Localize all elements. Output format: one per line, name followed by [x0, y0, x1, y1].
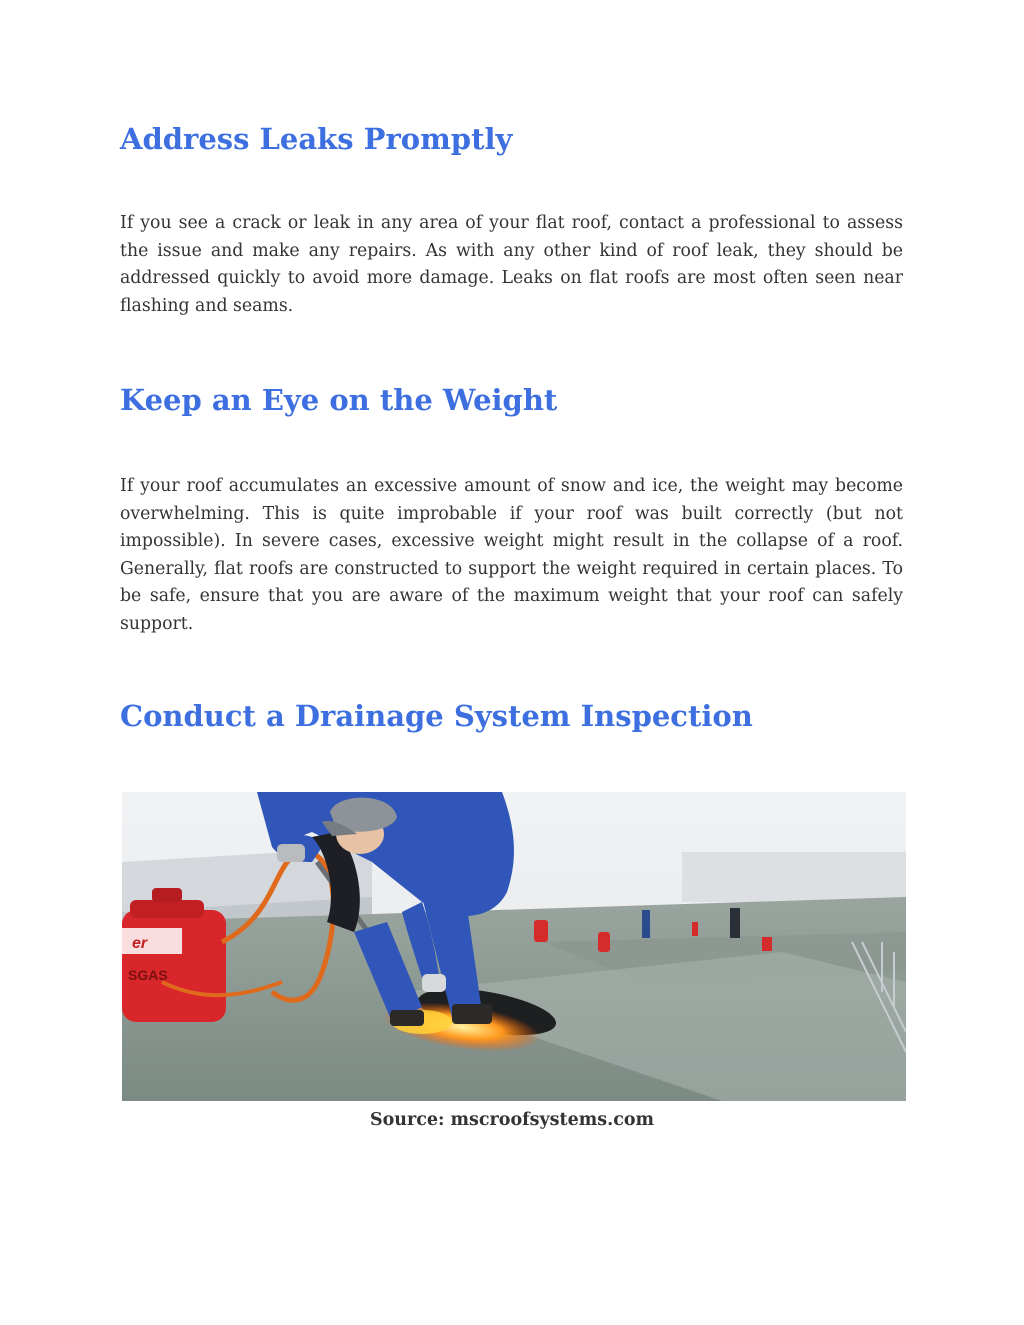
- cylinder-label-1: er: [132, 935, 148, 952]
- heading-weight: Keep an Eye on the Weight: [120, 383, 558, 417]
- heading-drainage-inspection: Conduct a Drainage System Inspection: [120, 699, 753, 733]
- roofer-photo: [122, 792, 906, 1101]
- cylinder-label-2: SGAS: [128, 967, 168, 983]
- heading-address-leaks: Address Leaks Promptly: [120, 122, 513, 156]
- photo-caption: Source: mscroofsystems.com: [369, 1110, 655, 1130]
- paragraph-weight: If your roof accumulates an excessive amount of snow and ice, the weight may become overwhelming. This is quite improbable if your roof was built correctly (but not impossible). In severe cases, excessive weight might result in the collapse of a roof. Generally, flat roofs are constructed to support the weight required in certain places. To be safe, ensure that you are aware of the maximum weight that your roof can safely support.: [120, 476, 903, 634]
- paragraph-address-leaks: If you see a crack or leak in any area of your flat roof, contact a professional to assess the issue and make any repairs. As with any other kind of roof leak, they should be addressed quickly to avoid more damage. Leaks on flat roofs are most often seen near flashing and seams.: [120, 213, 903, 316]
